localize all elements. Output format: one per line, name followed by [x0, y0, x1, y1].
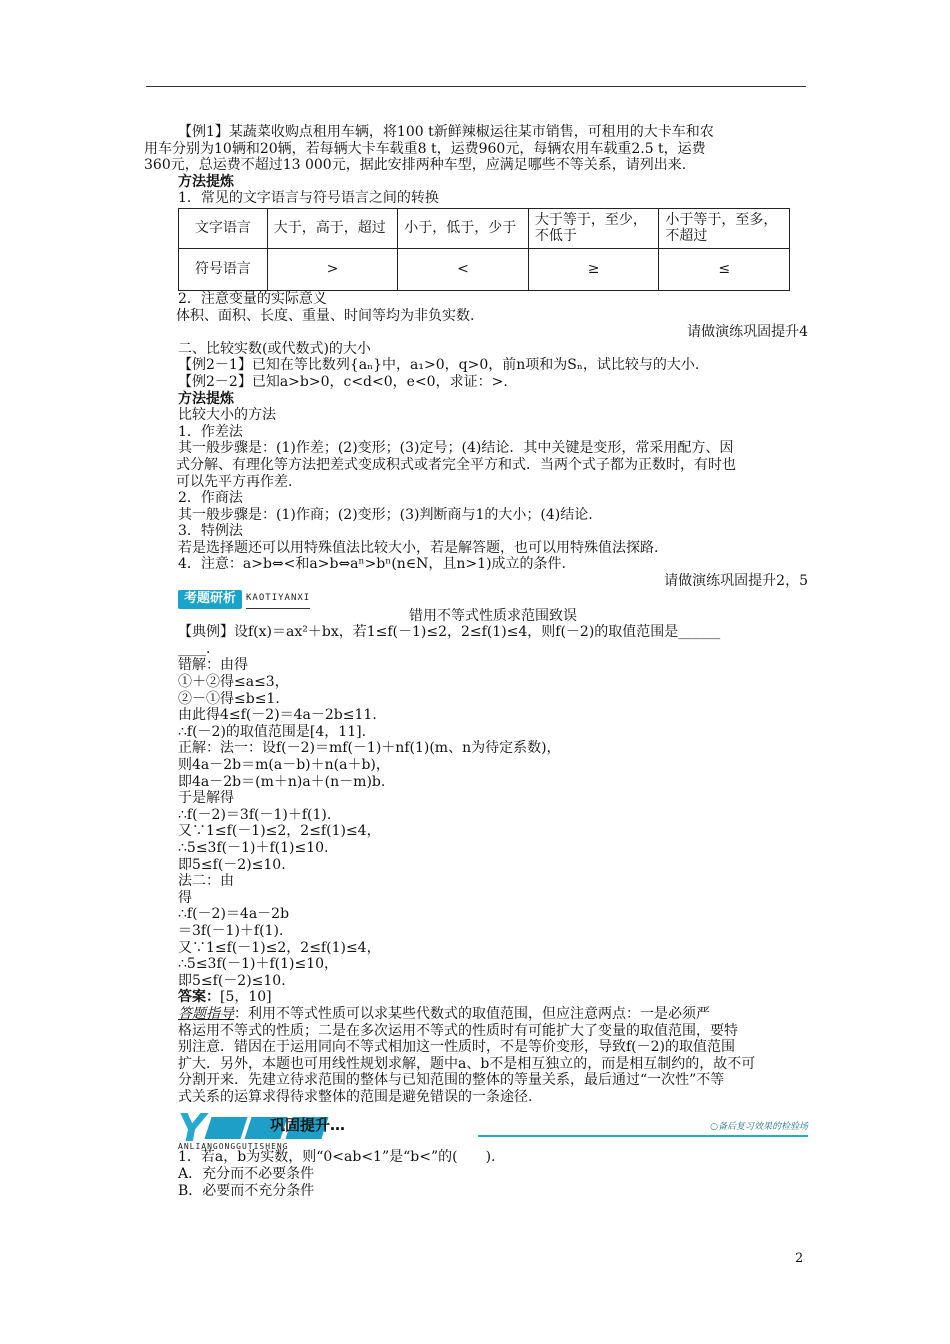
table-cell: ≥ [528, 248, 659, 290]
table-cell: ≤ [659, 248, 790, 290]
dianli-line: ∴f(－2)＝4a－2b [178, 906, 290, 923]
guide-line: 扩大．另外，本题也可用线性规划求解，题中a、b不是相互独立的，而是相互制约的，故不可 [178, 1055, 756, 1072]
section2-title: 二、比较实数(或代数式)的大小 [178, 340, 371, 357]
dianli-line: 法二：由 [178, 873, 234, 890]
example1-line3: 360元，总运费不超过13 000元，据此安排两种车型，应满足哪些不等关系，请列出来. [144, 157, 687, 174]
dianli-line: 又∵1≤f(－1)≤2，2≤f(1)≤4， [178, 939, 381, 956]
guide-text: ：利用不等式性质可以求某些代数式的取值范围，但应注意两点：一是必须严 [234, 1005, 710, 1022]
method-heading: 方法提炼 [178, 173, 234, 190]
dianli-line: ∴5≤3f(－1)＋f(1)≤10. [178, 839, 329, 856]
answer-value: [5，10] [220, 989, 272, 1006]
table-cell: 小于等于，至多，不超过 [659, 208, 790, 248]
method2-line: 比较大小的方法 [178, 407, 276, 424]
method2-line: 3．特例法 [178, 523, 243, 540]
guide-line: 分割开来．先建立待求范围的整体与已知范围的整体的等量关系，最后通过“一次性”不等 [178, 1072, 725, 1089]
method2-line: 2．作商法 [178, 490, 243, 507]
practice-hint: 请做演练巩固提升4 [687, 324, 808, 341]
method2-line: 其一般步骤是：(1)作商；(2)变形；(3)判断商与1的大小；(4)结论. [178, 506, 593, 523]
example2-1: 【例2－1】已知在等比数列{aₙ}中，a₁>0，q>0，前n项和为Sₙ，试比较与的大小. [178, 357, 700, 374]
kaoti-banner [178, 590, 808, 610]
guide-line: 式关系的运算求得待求整体的范围是避免错误的一条途径. [178, 1088, 533, 1105]
method1-item2-text: 体积、面积、长度、重量、时间等均为非负实数. [176, 307, 475, 324]
consolidate-subtitle: ANLIANGONGGUTISHENG [178, 1142, 289, 1152]
method2-line: 若是选择题还可以用特殊值法比较大小，若是解答题，也可以用特殊值法探路. [178, 539, 659, 556]
table-cell: < [398, 248, 529, 290]
dianli-line: ____. [178, 640, 211, 657]
dianli-line: ＝3f(－1)＋f(1). [178, 922, 284, 939]
method-heading: 方法提炼 [178, 390, 234, 407]
method2-line: 4．注意：a>b⇔<和a>b⇔aⁿ>bⁿ(n∈N，且n>1)成立的条件. [178, 556, 566, 573]
header-rule [146, 86, 806, 87]
example1-line1: 【例1】某蔬菜收购点租用车辆，将100 t新鲜辣椒运往某市销售，可租用的大卡车和农 [178, 124, 714, 140]
example2-2: 【例2－2】已知a>b>0，c<d<0，e<0，求证：>. [178, 373, 508, 390]
table-cell: 大于等于，至少，不低于 [528, 208, 659, 248]
dianli-line: ①＋②得≤a≤3， [178, 674, 289, 691]
table-cell: 符号语言 [179, 248, 268, 290]
answer-label: 答案： [178, 989, 220, 1006]
dianli-line: 正解：法一：设f(－2)＝mf(－1)＋nf(1)(m、n为待定系数)， [178, 740, 561, 757]
method2-line: 1．作差法 [178, 423, 243, 440]
guide-line [178, 1006, 808, 1023]
consolidate-tag: ○备后复习效果的检验场 [710, 1122, 808, 1133]
consolidate-title: 巩固提升… [270, 1116, 346, 1135]
guide-line: 别注意．错因在于运用同向不等式相加这一性质时，不是等价变形，导致f(－2)的取值范围 [178, 1039, 736, 1056]
dianli-line: 即4a－2b＝(m＋n)a＋(n－m)b. [178, 773, 386, 790]
table-cell: > [267, 248, 398, 290]
dianli-line: 于是解得 [178, 790, 234, 807]
table-cell: 小于，低于，少于 [398, 208, 529, 248]
dianli-line: 即5≤f(－2)≤10. [178, 972, 286, 989]
content-column [144, 124, 808, 1199]
method1-item1: 1．常见的文字语言与符号语言之间的转换 [178, 190, 439, 207]
kaoti-subtitle: KAOTIYANXI [246, 590, 310, 609]
kaoti-tag: 考题研析 [178, 590, 242, 609]
dianli-line: 得 [178, 889, 192, 906]
page-number: 2 [795, 1251, 804, 1266]
answer-line [178, 989, 808, 1006]
dianli-line: ∴f(－2)＝3f(－1)＋f(1). [178, 806, 332, 823]
dianli-line: 即5≤f(－2)≤10. [178, 856, 286, 873]
option-b: B．必要而不充分条件 [178, 1182, 315, 1199]
table-row [179, 208, 790, 248]
method2-line: 式分解、有理化等方法把差式变成积式或者完全平方和式．当两个式子都为正数时，有时也 [176, 456, 736, 473]
practice-hint: 请做演练巩固提升2，5 [664, 573, 808, 590]
dianli-line: 由此得4≤f(－2)＝4a－2b≤11. [178, 707, 377, 724]
dianli-line: 错解：由得 [178, 657, 248, 674]
method2-line: 其一般步骤是：(1)作差；(2)变形；(3)定号；(4)结论．其中关键是变形，常采用配方、因 [178, 440, 734, 457]
dianli-line: 又∵1≤f(－1)≤2，2≤f(1)≤4， [178, 823, 381, 840]
example1-line2: 用车分别为10辆和20辆，若每辆大卡车载重8 t，运费960元，每辆农用车载重2.5 t，运费 [144, 140, 706, 157]
kaoti-title: 错用不等式性质求范围致误 [409, 607, 577, 624]
option-a: A．充分而不必要条件 [178, 1166, 315, 1183]
guide-line: 格运用不等式的性质；二是在多次运用不等式的性质时有可能扩大了变量的取值范围，要特 [178, 1022, 738, 1039]
table-row [179, 248, 790, 290]
banner-letter: Y [178, 1106, 206, 1151]
conversion-table [178, 208, 790, 291]
dianli-line: ∴f(－2)的取值范围是[4，11]. [178, 723, 367, 740]
dianli-line: 【典例】设f(x)＝ax²＋bx，若1≤f(－1)≤2，2≤f(1)≤4，则f(－2)的取值范围是______ [178, 624, 721, 641]
table-cell: 大于，高于，超过 [267, 208, 398, 248]
dianli-line: ②－①得≤b≤1. [178, 690, 280, 707]
dianli-line: ∴5≤3f(－1)＋f(1)≤10， [178, 956, 339, 973]
guide-label: 答题指导 [178, 1005, 234, 1022]
question-1: 1．若a，b为实数，则“0<ab<1”是“b<”的( ). [178, 1149, 496, 1166]
method2-line: 可以先平方再作差. [176, 473, 293, 490]
table-cell: 文字语言 [179, 208, 268, 248]
method1-item2: 2．注意变量的实际意义 [178, 290, 327, 307]
dianli-line: 则4a－2b＝m(a－b)＋n(a＋b)， [178, 757, 390, 773]
consolidate-banner [178, 1106, 808, 1152]
